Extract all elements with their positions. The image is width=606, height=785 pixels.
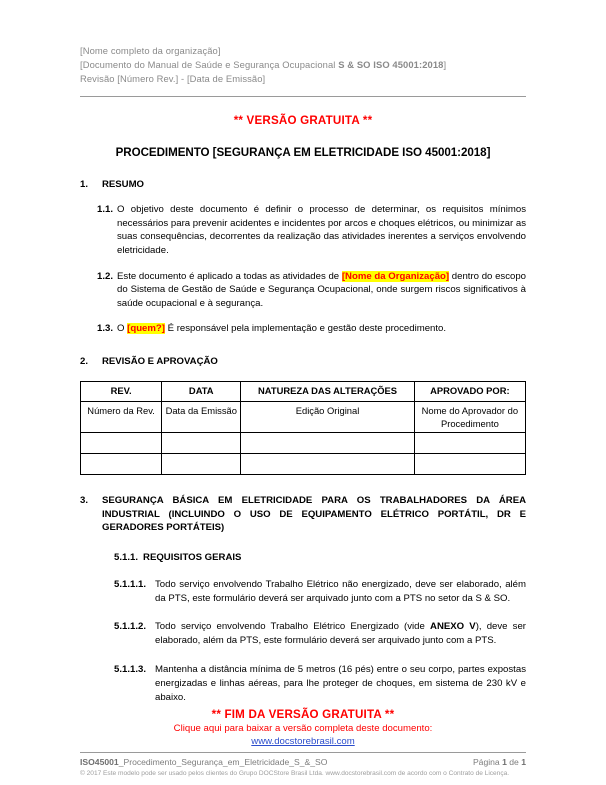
table-header-row [81,381,526,401]
subsection-5-1-1-heading [80,552,526,563]
document-header [80,44,526,87]
table-row [81,432,526,453]
clause-5-1-1-2-text-after: ), deve ser elaborado, além da PTS, este formulário deverá ser arquivado junto com a PTS. [155,621,526,647]
table-cell-aprovado: Nome do Aprovador do Procedimento [414,401,525,432]
clause-1-2 [80,270,526,311]
clause-1-2-number: 1.2. [97,270,114,282]
clause-5-1-1-1-number: 5.1.1.1. [114,578,147,590]
clause-1-1-text: O objetivo deste documento é definir o processo de determinar, os requisitos mínimos necessários para prevenir acidentes e incidentes por arcos e choques elétricos, ou minimizar as suas consequências, decorrentes da realização das atividades inerentes a serviços envolvendo eletricidade. [117,204,526,256]
footer-page-number [473,757,526,767]
table-cell-natureza: Edição Original [241,401,414,432]
table-row [81,453,526,474]
section-1-number: 1. [80,178,89,190]
section-3-title: SEGURANÇA BÁSICA EM ELETRICIDADE PARA OS TRABALHADORES DA ÁREA INDUSTRIAL (INCLUINDO O USO DE EQUIPAMENTO ELÉTRICO PORTÁTIL, DR E GERADORES PORTÁTEIS) [102,494,526,534]
footer-page-prefix: Página [472,757,503,767]
table-cell-natureza [241,432,414,453]
footer-filename-standard: ISO45001 [80,757,119,767]
download-link-wrapper [80,736,526,747]
table-cell-aprovado [414,432,525,453]
clause-1-3-text-before: O [117,323,128,335]
clause-5-1-1-1-text: Todo serviço envolvendo Trabalho Elétrico não energizado, deve ser elaborado, além da PTS, este formulário deverá ser arquivado junto com a PTS no setor da S & SO. [155,578,526,604]
end-of-free-version-block [80,708,526,747]
table-cell-data [162,432,241,453]
table-cell-data: Data da Emissão [162,401,241,432]
clause-1-2-text [117,270,526,311]
clause-1-1 [80,203,526,257]
section-2-title: REVISÃO E APROVAÇÃO [102,355,218,367]
table-header-data: DATA [162,381,241,401]
download-link[interactable]: www.docstorebrasil.com [251,736,355,748]
clause-1-2-text-after: dentro do escopo do Sistema de Gestão de Saúde e Segurança Ocupacional, onde surgem riscos significativos à saúde ocupacional e à segurança. [117,270,527,309]
header-revision-line: Revisão [Número Rev.] - [Data de Emissão] [80,73,266,85]
table-cell-rev [81,453,162,474]
table-cell-rev [81,432,162,453]
clause-5-1-1-3-number: 5.1.1.3. [114,663,147,675]
section-2-number: 2. [80,355,89,367]
revision-approval-table [80,381,526,475]
header-organization-line: [Nome completo da organização] [80,45,221,56]
footer-page-total: 1 [521,757,526,767]
free-version-banner: ** VERSÃO GRATUITA ** [233,113,373,127]
footer-copyright: © 2017 Este modelo pode ser usado pelos clientes do Grupo DOCStore Brasil Ltda. www.docstorebrasil.com de acordo com o Contrato de Licença. [80,770,510,777]
footer-page-current: 1 [502,757,507,767]
header-manual-line [80,58,526,72]
section-3-number: 3. [80,494,89,506]
clause-1-3-text [117,322,526,336]
table-cell-aprovado [414,453,525,474]
table-row [81,401,526,432]
clause-5-1-1-2-text [155,620,526,648]
subsection-5-1-1-number: 5.1.1. [114,551,139,563]
clause-5-1-1-3 [80,663,526,704]
clause-5-1-1-2 [80,620,526,648]
clause-5-1-1-2-annex-reference: ANEXO V [430,621,476,633]
end-of-free-version-title: ** FIM DA VERSÃO GRATUITA ** [211,708,395,722]
section-1-heading [80,178,526,192]
page-title: PROCEDIMENTO [SEGURANÇA EM ELETRICIDADE ISO 45001:2018] [115,145,491,159]
clause-5-1-1-1 [80,578,526,606]
clause-5-1-1-2-text-before: Todo serviço envolvendo Trabalho Elétrico Energizado (vide [155,621,431,633]
table-header-rev: REV. [81,381,162,401]
section-2-heading [80,355,526,369]
clause-1-2-highlight: [Nome da Organização] [341,270,450,282]
header-manual-suffix: ] [443,59,447,71]
footer-filename-rest: _Procedimento_Segurança_em_Eletricidade_S_&_SO [118,757,328,767]
footer-divider [80,752,526,753]
table-header-aprovado: APROVADO POR: [414,381,525,401]
clause-1-3-text-after: É responsável pela implementação e gestão deste procedimento. [164,323,447,335]
footer-page-mid: de [506,757,522,767]
page-footer [80,752,526,777]
header-divider [80,96,526,97]
table-cell-rev: Número da Rev. [81,401,162,432]
section-1-title: RESUMO [102,178,144,190]
table-header-natureza: NATUREZA DAS ALTERAÇÕES [241,381,414,401]
subsection-5-1-1-title: REQUISITOS GERAIS [143,551,242,563]
clause-1-1-number: 1.1. [97,204,114,216]
clause-1-2-text-before: Este documento é aplicado a todas as atividades de [117,270,342,282]
clause-5-1-1-2-number: 5.1.1.2. [114,621,147,633]
footer-main-row [80,757,526,767]
download-prompt-text: Clique aqui para baixar a versão completa deste documento: [173,723,433,735]
table-cell-natureza [241,453,414,474]
clause-1-3-number: 1.3. [97,323,114,335]
footer-filename [80,757,327,767]
table-cell-data [162,453,241,474]
clause-1-3 [80,322,526,336]
clause-1-3-highlight: [quem?] [127,323,165,335]
header-manual-prefix: [Documento do Manual de Saúde e Segurança Ocupacional [80,59,339,71]
header-manual-standard: S & SO ISO 45001:2018 [338,59,444,71]
section-3-heading [80,494,526,535]
clause-5-1-1-3-text: Mantenha a distância mínima de 5 metros (16 pés) entre o seu corpo, partes expostas energizadas e linhas aéreas, para lhe proteger de choques, em sistema de 230 kV e abaixo. [155,663,526,703]
